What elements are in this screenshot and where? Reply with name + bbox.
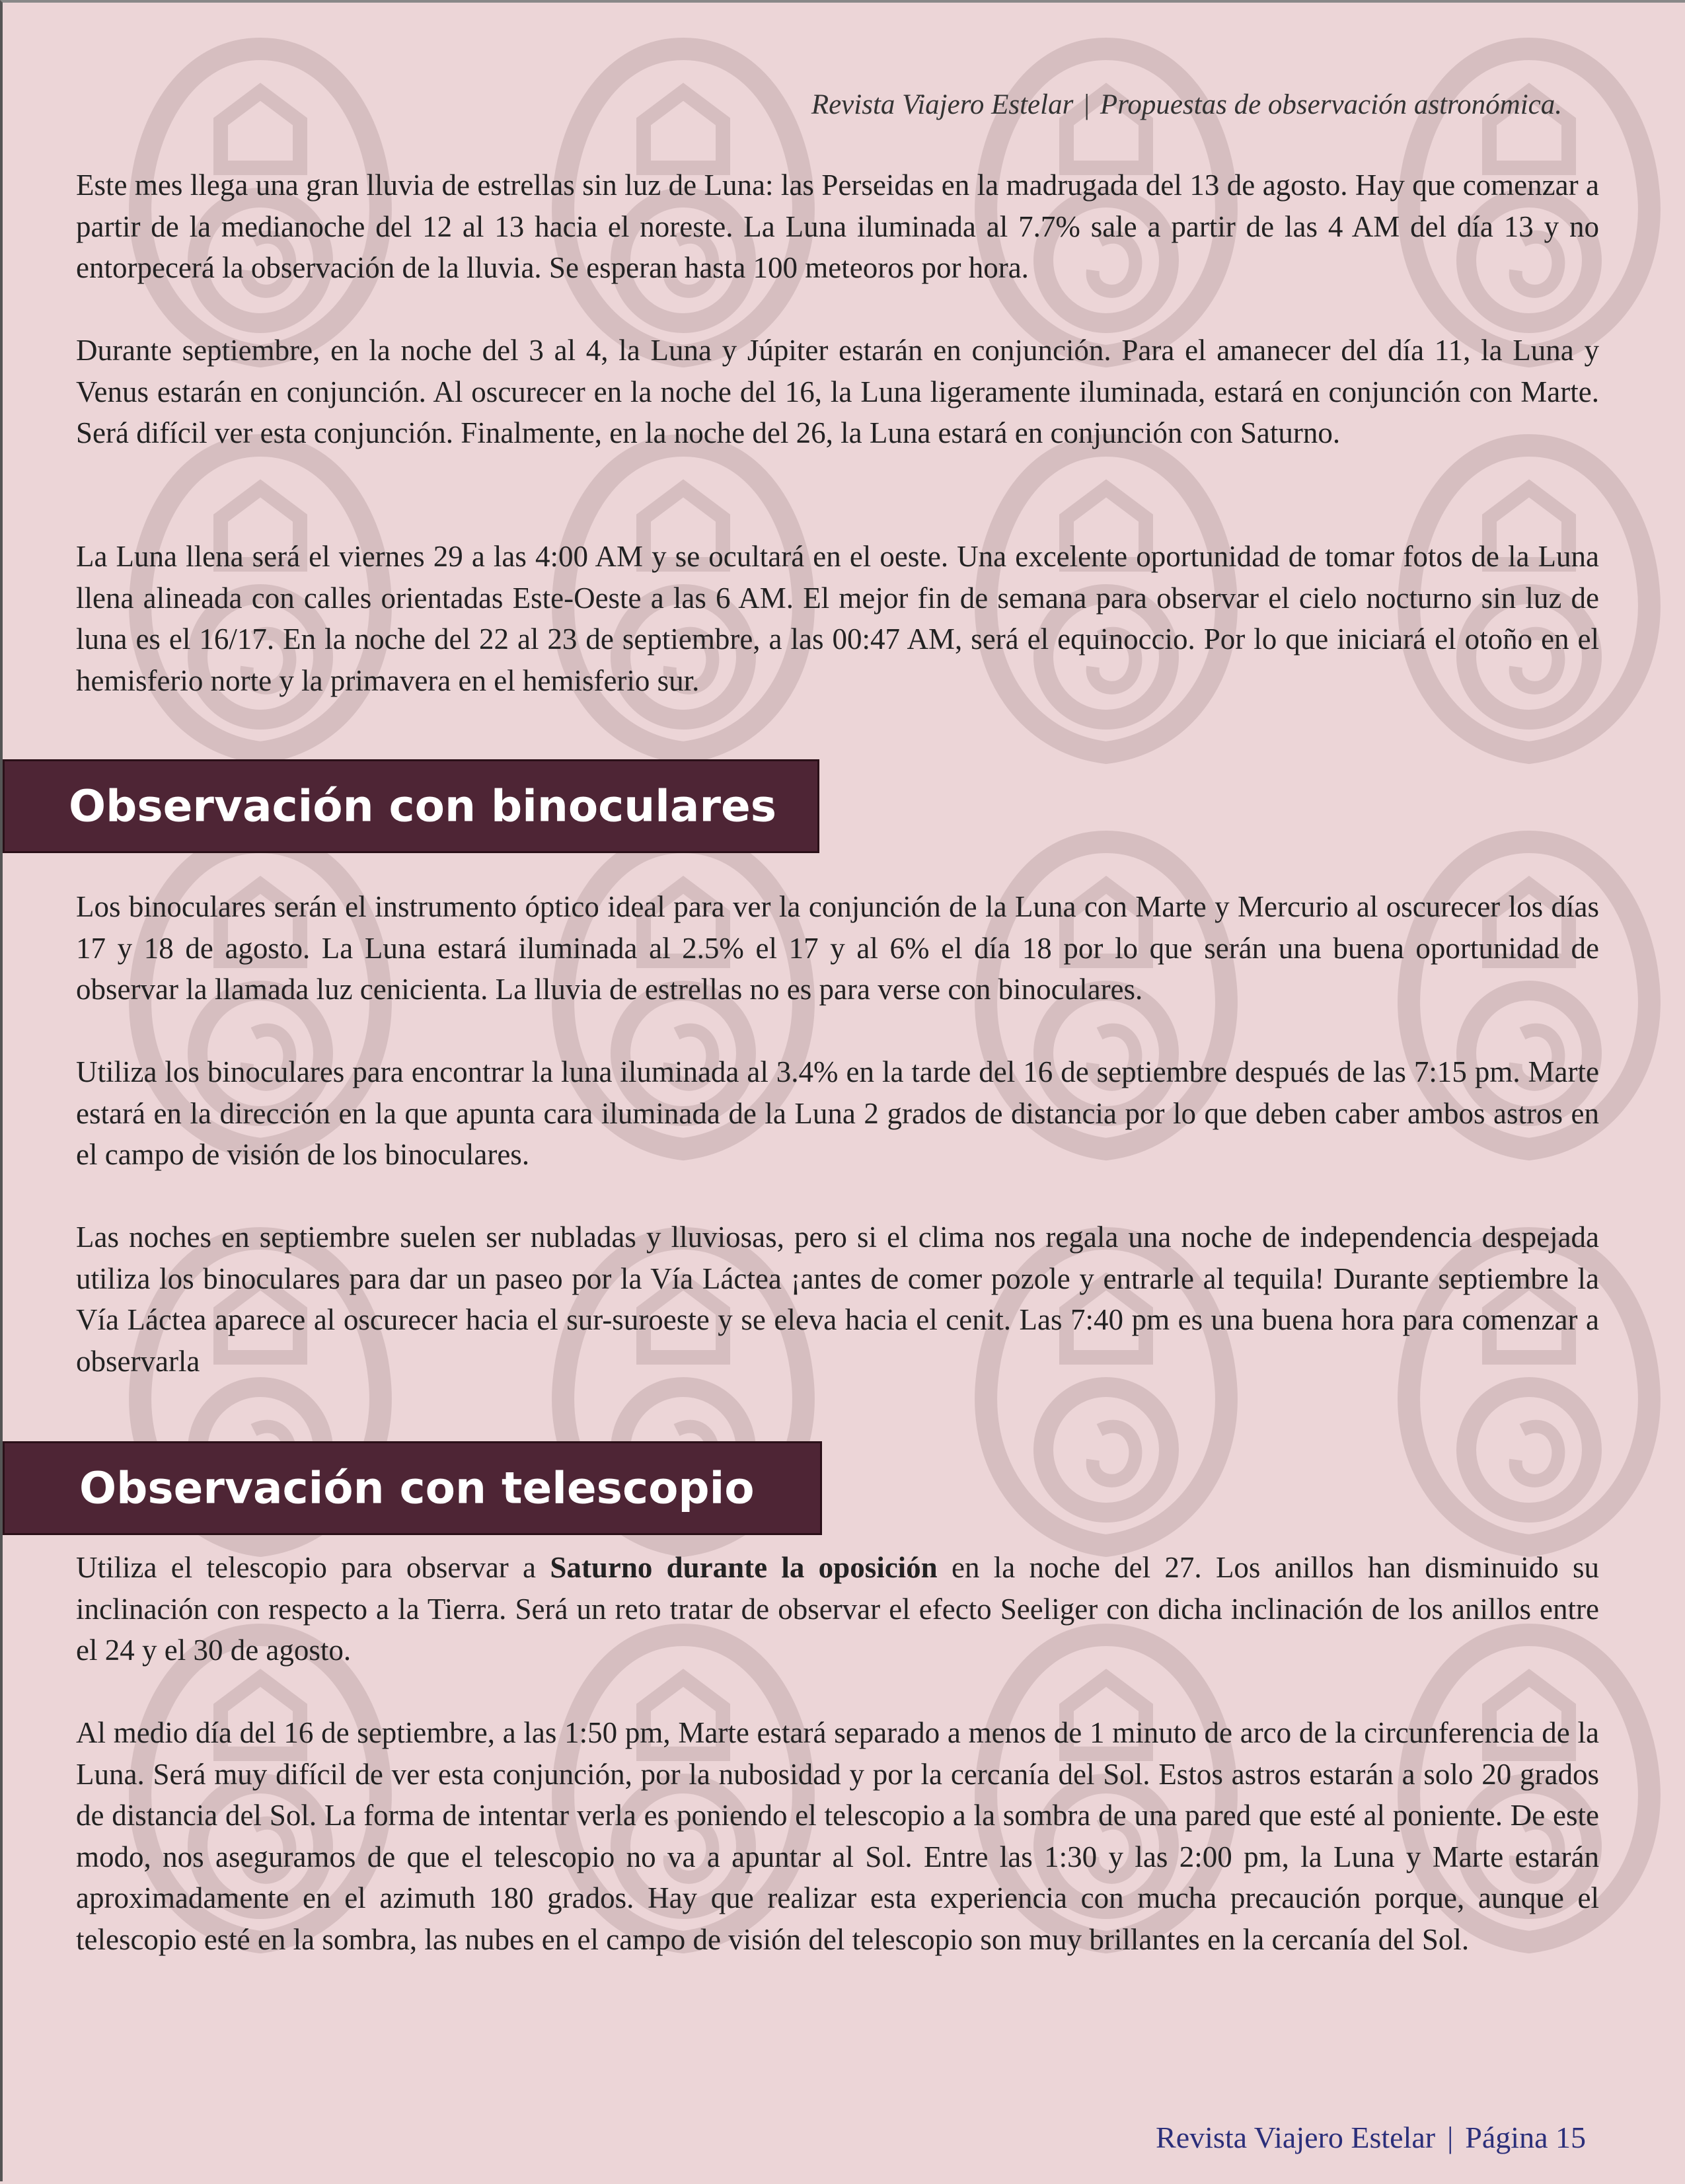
- telescopio-p1-start: Utiliza el telescopio para observar a: [76, 1551, 550, 1584]
- intro-paragraph-1: Este mes llega una gran lluvia de estrellas sin luz de Luna: las Perseidas en la madrugada del 13 de agosto. Hay que comenzar a partir de la medianoche del 12 al 13 hacia el noreste. La Luna iluminada al 7.7% sale a partir de las 4 AM del día 13 y no entorpecerá la observación de la lluvia. Se esperan hasta 100 meteoros por hora.: [76, 169, 1599, 284]
- binoculares-paragraph-2: Utiliza los binoculares para encontrar la luna iluminada al 3.4% en la tarde del 16 de septiembre después de las 7:15 pm. Marte estará en la dirección en la que apunta cara iluminada de la Luna 2 grados de distancia por lo que deben caber ambos astros en el campo de visión de los binoculares.: [76, 1055, 1599, 1171]
- header-magazine: Revista Viajero Estelar: [811, 89, 1074, 120]
- intro-paragraph-3: La Luna llena será el viernes 29 a las 4:00 AM y se ocultará en el oeste. Una excelente oportunidad de tomar fotos de la Luna llena alineada con calles orientadas Este-Oeste a las 6 AM. El mejor fin de semana para observar el cielo nocturno sin luz de luna es el 16/17. En la noche del 22 al 23 de septiembre, a las 00:47 AM, será el equinoccio. Por lo que iniciará el otoño en el hemisferio norte y la primavera en el hemisferio sur.: [76, 540, 1599, 697]
- telescopio-paragraph-2: Al medio día del 16 de septiembre, a las 1:50 pm, Marte estará separado a menos de 1 minuto de arco de la circunferencia de la Luna. Será muy difícil de ver esta conjunción, por la nubosidad y por la cercanía del Sol. Estos astros estarán a solo 20 grados de distancia del Sol. La forma de intentar verla es poniendo el telescopio a la sombra de una pared que esté al poniente. De este modo, nos aseguramos de que el telescopio no va a apuntar al Sol. Entre las 1:30 y las 2:00 pm, la Luna y Marte estarán aproximadamente en el azimuth 180 grados. Hay que realizar esta experiencia con mucha precaución porque, aunque el telescopio esté en la sombra, las nubes en el campo de visión del telescopio son muy brillantes en la cercanía del Sol.: [76, 1716, 1599, 1956]
- footer-magazine: Revista Viajero Estelar: [1156, 2121, 1436, 2154]
- page-footer: [1156, 2120, 1586, 2155]
- binoculares-paragraph-3: Las noches en septiembre suelen ser nubladas y lluviosas, pero si el clima nos regala una noche de independencia despejada utiliza los binoculares para dar un paseo por la Vía Láctea ¡antes de comer pozole y entrarle al tequila! Durante septiembre la Vía Láctea aparece al oscurecer hacia el sur-suroeste y se eleva hacia el cenit. Las 7:40 pm es una buena hora para comenzar a observarla: [76, 1221, 1599, 1378]
- section-banner-telescopio: [3, 1441, 822, 1535]
- footer-page-number: Página 15: [1465, 2121, 1586, 2154]
- intro-paragraph-2: Durante septiembre, en la noche del 3 al 4, la Luna y Júpiter estarán en conjunción. Para el amanecer del día 11, la Luna y Venus estarán en conjunción. Al oscurecer en la noche del 16, la Luna ligeramente iluminada, estará en conjunción con Marte. Será difícil ver esta conjunción. Finalmente, en la noche del 26, la Luna estará en conjunción con Saturno.: [76, 334, 1599, 449]
- header-subtitle: Propuestas de observación astronómica.: [1100, 89, 1562, 120]
- footer-separator: |: [1447, 2121, 1454, 2154]
- telescopio-p1-bold: Saturno durante la oposición: [550, 1551, 938, 1584]
- telescopio-p1-end: en la noche del 27. Los anillos han disminuido su inclinación con respecto a la Tierra. Será un reto tratar de observar el efecto Seeliger con dicha inclinación de los anillos entre el 24 y el 30 de agosto.: [76, 1551, 1600, 1667]
- header-separator: |: [1084, 89, 1090, 120]
- telescopio-paragraph-1: [76, 1547, 1599, 1671]
- section-title-telescopio: Observación con telescopio: [79, 1462, 755, 1514]
- binoculares-paragraph-1: Los binoculares serán el instrumento óptico ideal para ver la conjunción de la Luna con Marte y Mercurio al oscurecer los días 17 y 18 de agosto. La Luna estará iluminada al 2.5% el 17 y al 6% el día 18 por lo que serán una buena oportunidad de observar la llamada luz cenicienta. La lluvia de estrellas no es para verse con binoculares.: [76, 890, 1599, 1006]
- section-title-binoculares: Observación con binoculares: [69, 780, 777, 832]
- section-banner-binoculares: [3, 759, 819, 853]
- running-header: [811, 89, 1562, 121]
